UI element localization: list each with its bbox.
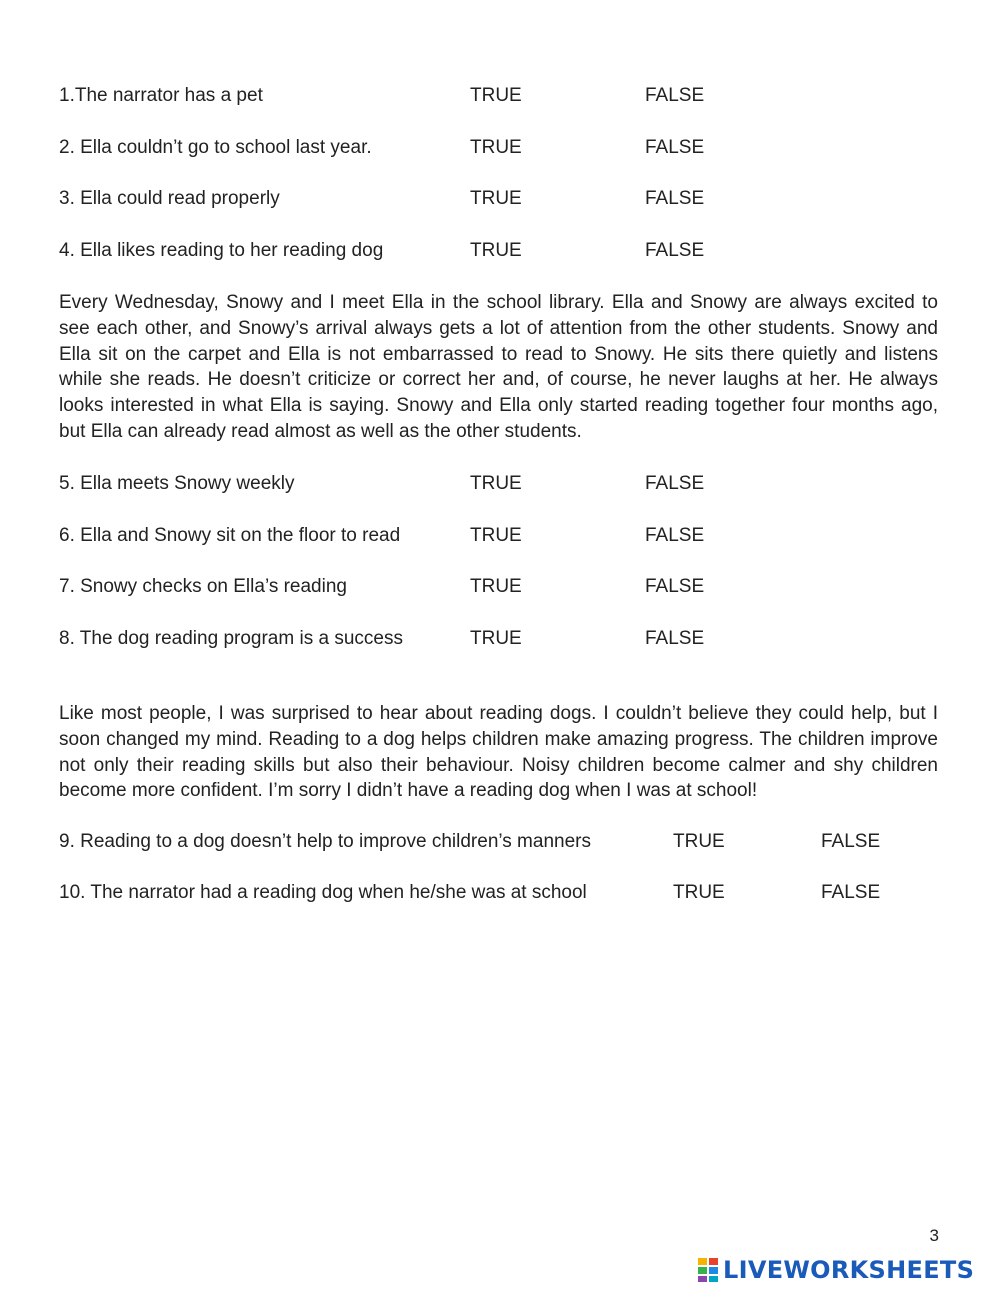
false-option[interactable]: FALSE <box>645 240 705 261</box>
false-option[interactable]: FALSE <box>821 831 881 852</box>
true-option[interactable]: TRUE <box>470 188 522 209</box>
true-option[interactable]: TRUE <box>470 473 522 494</box>
true-option[interactable]: TRUE <box>470 85 522 106</box>
false-option[interactable]: FALSE <box>645 85 705 106</box>
true-option[interactable]: TRUE <box>470 240 522 261</box>
true-option[interactable]: TRUE <box>470 628 522 649</box>
true-option[interactable]: TRUE <box>470 576 522 597</box>
false-option[interactable]: FALSE <box>645 576 705 597</box>
false-option[interactable]: FALSE <box>645 628 705 649</box>
question-text: 4. Ella likes reading to her reading dog <box>59 240 384 261</box>
false-option[interactable]: FALSE <box>821 882 881 903</box>
question-text: 1.The narrator has a pet <box>59 85 263 106</box>
true-option[interactable]: TRUE <box>470 525 522 546</box>
blocks-icon <box>697 1257 719 1283</box>
false-option[interactable]: FALSE <box>645 473 705 494</box>
true-option[interactable]: TRUE <box>470 137 522 158</box>
reading-passage-2: Every Wednesday, Snowy and I meet Ella in the school library. Ella and Snowy are always excited to see each other, and Snowy’s arrival always gets a lot of attention from the other students. Snowy and Ella sit on the carpet and Ella is not embarrassed to read to Snowy. He sits there quietly and listens while she reads. He doesn’t criticize or correct her and, of course, he never laughs at her. He always looks interested in what Ella is saying. Snowy and Ella only started reading together four months ago, but Ella can already read almost as well as the other students. <box>59 292 938 442</box>
true-option[interactable]: TRUE <box>673 882 725 903</box>
false-option[interactable]: FALSE <box>645 525 705 546</box>
false-option[interactable]: FALSE <box>645 137 705 158</box>
question-text: 7. Snowy checks on Ella’s reading <box>59 576 347 597</box>
liveworksheets-logo <box>697 1254 974 1286</box>
question-text: 5. Ella meets Snowy weekly <box>59 473 295 494</box>
page-number: 3 <box>929 1226 939 1245</box>
question-text: 8. The dog reading program is a success <box>59 628 403 649</box>
question-text: 6. Ella and Snowy sit on the floor to read <box>59 525 401 546</box>
question-text: 2. Ella couldn’t go to school last year. <box>59 137 372 158</box>
question-text: 9. Reading to a dog doesn’t help to improve children’s manners <box>59 831 591 852</box>
question-text: 3. Ella could read properly <box>59 188 280 209</box>
question-text: 10. The narrator had a reading dog when he/she was at school <box>59 882 587 903</box>
reading-passage-3: Like most people, I was surprised to hear about reading dogs. I couldn’t believe they could help, but I soon changed my mind. Reading to a dog helps children make amazing progress. The children improve not only their reading skills but also their behaviour. Noisy children become calmer and shy children become more confident. I’m sorry I didn’t have a reading dog when I was at school! <box>59 703 938 802</box>
true-option[interactable]: TRUE <box>673 831 725 852</box>
brand-name: LIVEWORKSHEETS <box>723 1256 975 1284</box>
false-option[interactable]: FALSE <box>645 188 705 209</box>
